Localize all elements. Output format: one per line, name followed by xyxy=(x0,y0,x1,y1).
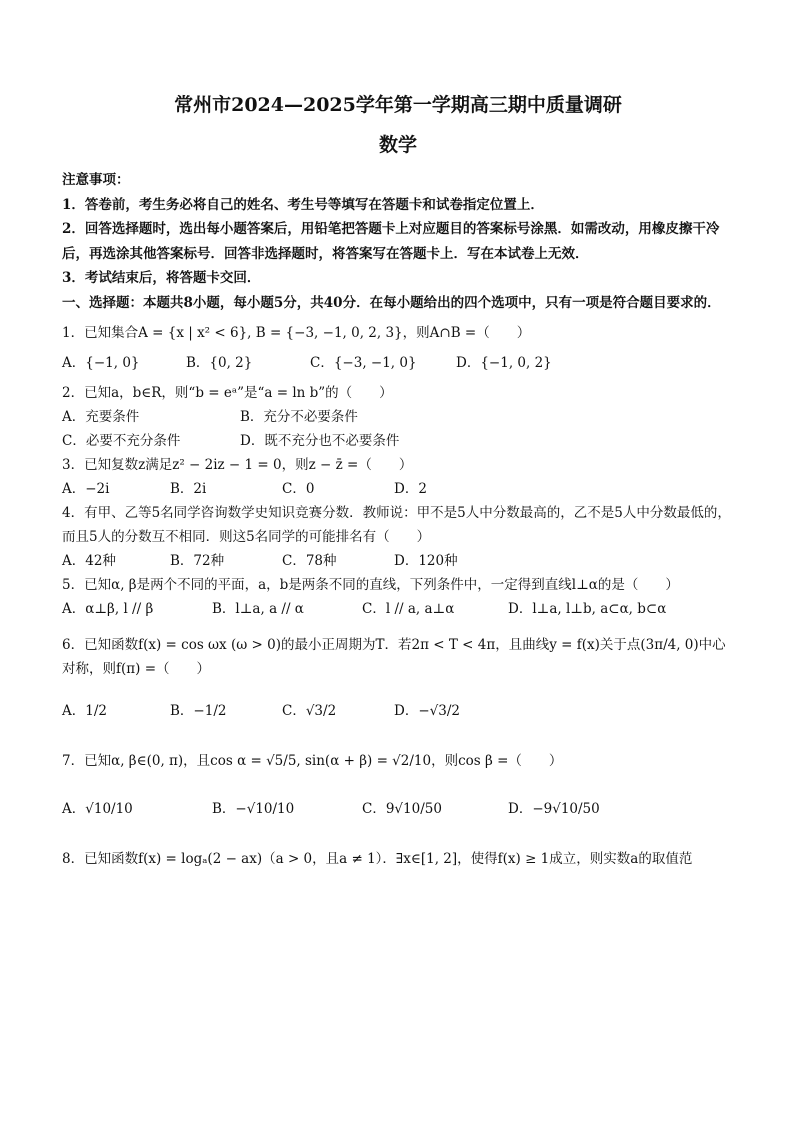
exam-title: 常州市2024—2025学年第一学期高三期中质量调研 xyxy=(174,94,622,116)
question-6-stem: 6．已知函数f(x) = cos ωx (ω > 0)的最小正周期为T．若2π < T < 4π，且曲线y = f(x)关于点(3π/4, 0)中心对称，则f(π) =（ ） xyxy=(62,637,726,677)
option-a: A．42种 xyxy=(62,553,116,569)
option-d: D．−√3/2 xyxy=(394,703,460,719)
question-4-options xyxy=(62,549,734,573)
option-c: C．0 xyxy=(282,481,315,497)
question-5-options xyxy=(62,597,734,621)
option-b: B．l⊥a, a // α xyxy=(212,601,304,617)
question-8-stem: 8．已知函数f(x) = logₐ(2 − ax)（a > 0，且a ≠ 1）．∃x∈[1, 2]，使得f(x) ≥ 1成立，则实数a的取值范 xyxy=(62,851,693,867)
question-2-stem: 2．已知a，b∈R，则“b = eᵃ”是“a = ln b”的（ ） xyxy=(62,385,393,401)
exam-page xyxy=(62,92,734,871)
option-c: C．{−3, −1, 0} xyxy=(310,355,417,371)
option-b: B．72种 xyxy=(170,553,225,569)
question-1-options xyxy=(62,351,734,375)
option-b: B．充分不必要条件 xyxy=(240,409,358,425)
option-a: A．√10/10 xyxy=(62,801,133,817)
option-b: B．2i xyxy=(170,481,207,497)
question-4-stem: 4．有甲、乙等5名同学咨询数学史知识竞赛分数．教师说：甲不是5人中分数最高的，乙不是5人中分数最低的，而且5人的分数互不相同．则这5名同学的可能排名有（ ） xyxy=(62,505,731,545)
question-3-stem: 3．已知复数z满足z² − 2iz − 1 = 0，则z − z̄ =（ ） xyxy=(62,457,413,473)
option-c: C．√3/2 xyxy=(282,703,337,719)
question-7-options xyxy=(62,785,734,829)
option-c: C．9√10/50 xyxy=(362,801,442,817)
option-a: A．{−1, 0} xyxy=(62,355,140,371)
option-d: D．−9√10/50 xyxy=(508,801,600,817)
notice-item-1: 1．答卷前，考生务必将自己的姓名、考生号等填写在答题卡和试卷指定位置上． xyxy=(62,196,544,213)
question-6-options xyxy=(62,687,734,731)
question-3-options xyxy=(62,477,734,501)
section-heading: 一、选择题：本题共8小题，每小题5分，共40分．在每小题给出的四个选项中，只有一项是符合题目要求的． xyxy=(62,294,721,311)
question-1-stem: 1．已知集合A = {x | x² < 6}, B = {−3, −1, 0, 2, 3}，则A∩B =（ ） xyxy=(62,325,531,341)
option-d: D．l⊥a, l⊥b, a⊂α, b⊂α xyxy=(508,601,667,617)
notice-item-2: 2．回答选择题时，选出每小题答案后，用铅笔把答题卡上对应题目的答案标号涂黑．如需改动，用橡皮擦干冷后，再选涂其他答案标号．回答非选择题时，将答案写在答题卡上．写在本试卷上无效． xyxy=(62,221,720,262)
option-d: D．{−1, 0, 2} xyxy=(456,355,552,371)
option-a: A．充要条件 xyxy=(62,409,140,425)
option-a: A．1/2 xyxy=(62,703,107,719)
option-d: D．2 xyxy=(394,481,427,497)
option-a: A．−2i xyxy=(62,481,110,497)
option-b: B．−√10/10 xyxy=(212,801,295,817)
question-7-stem: 7．已知α, β∈(0, π)，且cos α = √5/5, sin(α + β) = √2/10，则cos β =（ ） xyxy=(62,753,563,769)
question-2-options-row-1 xyxy=(62,405,734,429)
question-5-stem: 5．已知α, β是两个不同的平面，a，b是两条不同的直线，下列条件中，一定得到直线l⊥α的是（ ） xyxy=(62,577,679,593)
option-a: A．α⊥β, l // β xyxy=(62,601,154,617)
option-c: C．必要不充分条件 xyxy=(62,433,181,449)
notice-item-3: 3．考试结束后，将答题卡交回． xyxy=(62,270,261,286)
option-c: C．l // a, a⊥α xyxy=(362,601,455,617)
question-2-options-row-2 xyxy=(62,429,734,453)
exam-subject: 数学 xyxy=(378,134,417,156)
option-b: B．{0, 2} xyxy=(186,355,253,371)
option-d: D．120种 xyxy=(394,553,458,569)
notice-heading: 注意事项： xyxy=(62,172,130,188)
option-d: D．既不充分也不必要条件 xyxy=(240,433,400,449)
option-b: B．−1/2 xyxy=(170,703,227,719)
option-c: C．78种 xyxy=(282,553,337,569)
